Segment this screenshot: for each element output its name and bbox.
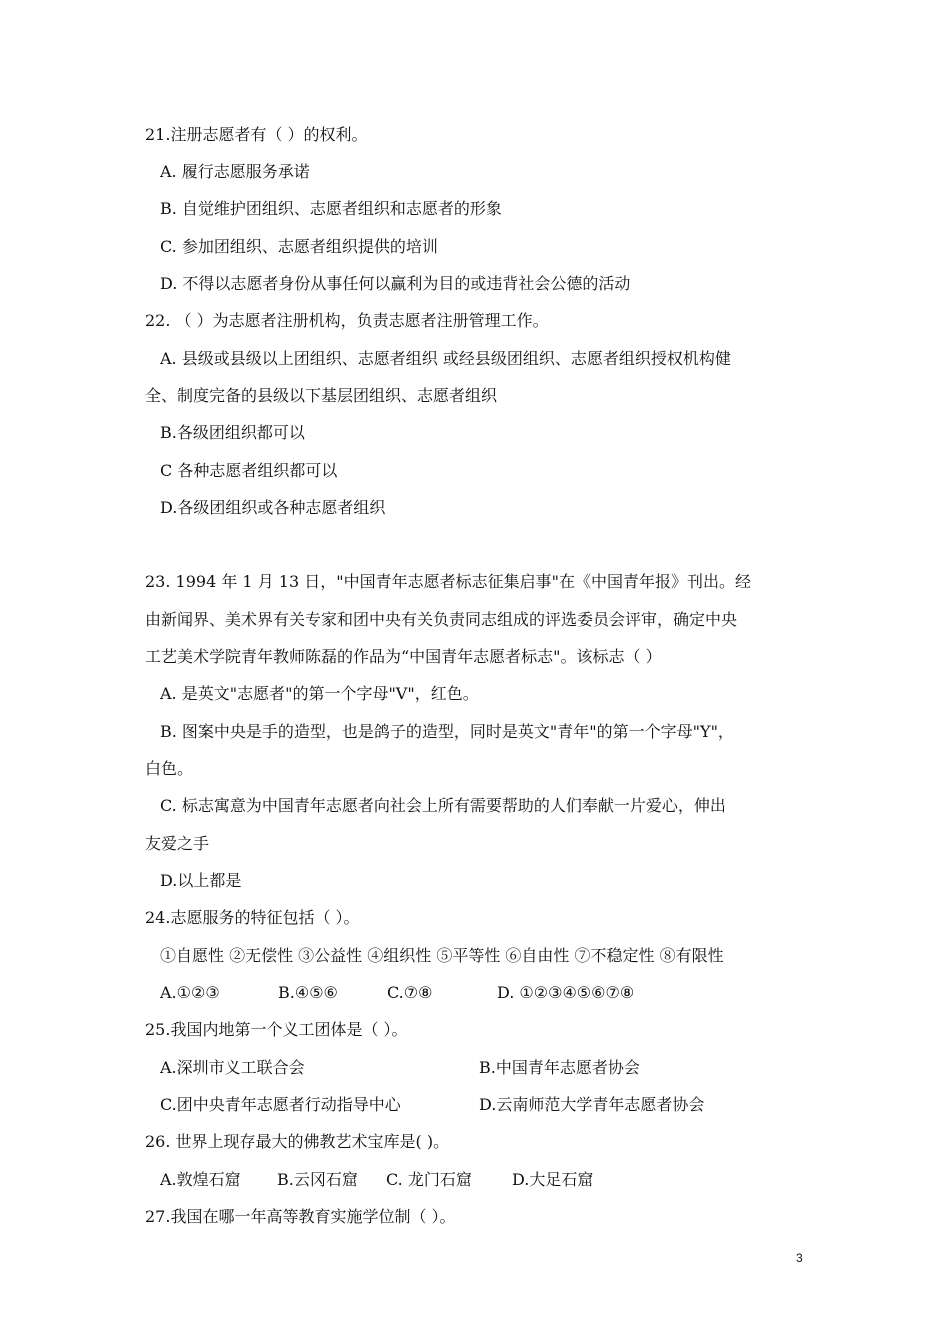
question-23-continued-2: 工艺美术学院青年教师陈磊的作品为“中国青年志愿者标志"。该标志（ ）	[145, 647, 662, 666]
question-23-option-c-continued: 友爱之手	[145, 834, 210, 853]
question-23-option-d: D.以上都是	[160, 871, 242, 890]
question-22-option-d: D.各级团组织或各种志愿者组织	[160, 498, 386, 517]
question-22: 22. （ ）为志愿者注册机构，负责志愿者注册管理工作。	[145, 311, 549, 330]
question-24-option-d: D. ①②③④⑤⑥⑦⑧	[497, 983, 635, 1002]
question-22-option-c: C 各种志愿者组织都可以	[160, 461, 338, 480]
question-21-option-a: A. 履行志愿服务承诺	[160, 162, 310, 181]
question-24: 24.志愿服务的特征包括（ ）。	[145, 908, 360, 927]
question-23: 23. 1994 年 1 月 13 日，"中国青年志愿者标志征集启事"在《中国青年报》刊出。经	[145, 572, 751, 591]
page-number: 3	[796, 1251, 803, 1265]
question-26-option-c: C. 龙门石窟	[386, 1170, 472, 1189]
question-22-option-a-continued: 全、制度完备的县级以下基层团组织、志愿者组织	[145, 386, 498, 405]
question-27: 27.我国在哪一年高等教育实施学位制（ ）。	[145, 1207, 456, 1226]
question-21-option-d: D. 不得以志愿者身份从事任何以赢利为目的或违背社会公德的活动	[160, 274, 631, 293]
question-22-option-b: B.各级团组织都可以	[160, 423, 305, 442]
question-26: 26. 世界上现存最大的佛教艺术宝库是( )。	[145, 1132, 450, 1151]
question-26-option-b: B.云冈石窟	[277, 1170, 358, 1189]
question-24-option-b: B.④⑤⑥	[278, 983, 338, 1002]
question-24-option-c: C.⑦⑧	[387, 983, 433, 1002]
question-23-option-b: B. 图案中央是手的造型，也是鸽子的造型，同时是英文"青年"的第一个字母"Y"，	[160, 722, 734, 741]
question-23-option-c: C. 标志寓意为中国青年志愿者向社会上所有需要帮助的人们奉献一片爱心，伸出	[160, 796, 726, 815]
question-23-continued-1: 由新闻界、美术界有关专家和团中央有关负责同志组成的评选委员会评审，确定中央	[145, 610, 738, 629]
question-25-option-a: A.深圳市义工联合会	[160, 1058, 305, 1077]
question-25-option-c: C.团中央青年志愿者行动指导中心	[160, 1095, 401, 1114]
question-26-option-d: D.大足石窟	[512, 1170, 594, 1189]
question-26-option-a: A.敦煌石窟	[160, 1170, 241, 1189]
question-23-option-a: A. 是英文"志愿者"的第一个字母"V"，红色。	[160, 684, 479, 703]
question-24-characteristics: ①自愿性 ②无偿性 ③公益性 ④组织性 ⑤平等性 ⑥自由性 ⑦不稳定性 ⑧有限性	[160, 946, 724, 965]
question-24-option-a: A.①②③	[160, 983, 220, 1002]
question-25-option-d: D.云南师范大学青年志愿者协会	[479, 1095, 705, 1114]
question-25-option-b: B.中国青年志愿者协会	[479, 1058, 640, 1077]
question-25: 25.我国内地第一个义工团体是（ ）。	[145, 1020, 408, 1039]
question-21-option-b: B. 自觉维护团组织、志愿者组织和志愿者的形象	[160, 199, 502, 218]
question-22-option-a: A. 县级或县级以上团组织、志愿者组织 或经县级团组织、志愿者组织授权机构健	[160, 349, 731, 368]
question-23-option-b-continued: 白色。	[145, 759, 194, 778]
question-21-option-c: C. 参加团组织、志愿者组织提供的培训	[160, 237, 438, 256]
question-21: 21.注册志愿者有（ ）的权利。	[145, 125, 368, 144]
